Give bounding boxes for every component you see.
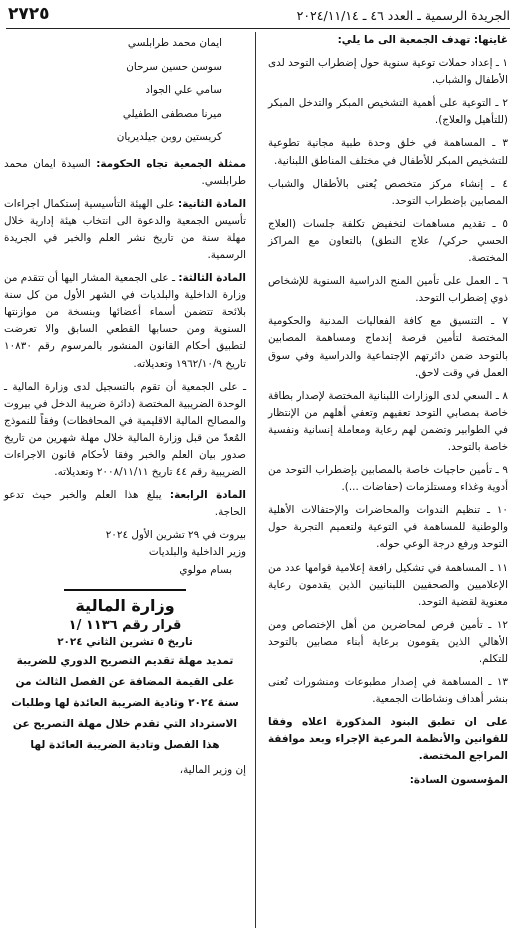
aim-item: على ان تطبق البنود المذكورة اعلاه وفقا للقوانين والأنظمة المرعية الإجراء وبعد موافقة المراجع المختصة. — [268, 716, 508, 763]
aim-item: ١ ـ إعداد حملات توعية سنوية حول إضطراب التوحد لدى الأطفال والشباب. — [268, 57, 508, 87]
decision-title: تمديد مهلة تقديم التصريح الدوري للضريبة على القيمة المضافة عن الفصل الثالث من سنة ٢٠٢٤ وتادية الضريبة العائدة لها وطلبات الاسترداد التي تقدم خلال مهلة التصريح عن هذا الفصل وتادية الضريبة العائدة لها — [11, 654, 239, 751]
representative-text: السيدة ايمان محمد طرابلسي. — [4, 157, 246, 187]
aim-item: ٦ ـ العمل على تأمين المنح الدراسية السنوية للإشخاص ذوي إضطراب التوحد. — [268, 275, 508, 305]
date-line: بيروت في ٢٩ تشرين الأول ٢٠٢٤ — [105, 529, 246, 542]
representative-label: ممثلة الجمعية تجاه الحكومة: — [96, 157, 246, 170]
aim-item: ٣ ـ المساهمة في خلق وحدة طبية مجانية تطوعية للتشخيص المبكر للأطفال في مختلف المناطق اللبنانية. — [268, 137, 508, 167]
article-4-label: المادة الرابعة: — [169, 489, 246, 502]
article-3-continued: ـ على الجمعية أن تقوم بالتسجيل لدى وزارة المالية ـ الوحدة الضريبية المختصة (دائرة ضريبة الدخل في بيروت والمصالح المالية الاقليمية في المحافظات) وفقاً للنموذج المُعدّ من قبل وزارة المالية خلال مهلة شهرين من تاريخ صدور بيان العلم والخبر وفقا لأحكام قانون الاجراءات الضريبية رقم ٤٤ تاريخ ٢٠٠٨/١١/١١ وتعديلاته. — [4, 380, 246, 479]
left-column — [4, 32, 246, 779]
founder-name: سوسن حسين سرحان — [126, 60, 222, 73]
aim-item: ١٣ ـ المساهمة في إصدار مطبوعات ومنشورات تُعنى بنشر أهداف ونشاطات الجمعية. — [268, 676, 508, 706]
ministry-heading: وزارة المالية — [75, 595, 175, 615]
article-2-label: المادة الثانية: — [178, 197, 247, 210]
minister-title: وزير الداخلية والبلديات — [148, 546, 246, 559]
article-2-text: على الهيئة التأسيسية إستكمال اجراءات تأسيس الجمعية والدعوة الى انتخاب هيئة إدارية خلال مهلة سنة من تاريخ نشر العلم والخبر في الجريدة الرسمية. — [4, 197, 246, 261]
minister-name: بسام مولوي — [179, 563, 232, 576]
article-3-text: ـ على الجمعية المشار اليها أن تتقدم من وزارة الداخلية والبلديات في الشهر الأول من كل سنة بلائحة تتضمن أسماء أعضائها وبنسخة من موازنتها السنوية ومن حسابها القطعي السابق والا تعرضت لتطبيق أحكام القانون المنشور بالمرسوم رقم ١٠٨٣٠ تاريخ ١٩٦٢/١٠/٩ وتعديلاته. — [4, 272, 246, 370]
aim-item: ٢ ـ التوعية على أهمية التشخيص المبكر والتدخل المبكر (للتأهيل والعلاج). — [268, 97, 508, 127]
section-divider — [64, 589, 186, 591]
decision-date: تاريخ ٥ تشرين الثاني ٢٠٢٤ — [57, 635, 193, 648]
founder-name: كريستين روبن جيلديريان — [116, 131, 222, 143]
founder-name: ايمان محمد طرابلسي — [127, 37, 222, 49]
aim-item: ١٠ ـ تنظيم الندوات والمحاضرات والإحتفالات الأهلية والوطنية للمساهمة في التوعية ولتعميم التجربة حول التوحد ورفع درجة الوعي حوله. — [268, 504, 508, 551]
article-3 — [4, 270, 246, 373]
decision-number: قرار رقم ١١٣٦ /١ — [68, 617, 182, 633]
issue-info: الجريدة الرسمية ـ العدد ٤٦ ـ ٢٠٢٤/١١/١٤ — [296, 8, 510, 23]
article-4 — [4, 487, 246, 521]
closing-line: إن وزير المالية، — [179, 763, 246, 776]
aim-item: ٥ ـ تقديم مساهمات لتخفيض تكلفة جلسات (العلاج الحسي حركي/ علاج النطق) بالتعاون مع المراكز المختصة. — [268, 217, 508, 265]
aim-item: ١٢ ـ تأمين فرص لمحاضرين من أهل الإختصاص ومن الأهالي الذين يقومون برعاية أبناء مصابين بالتوحد للتكلم. — [268, 618, 508, 665]
founder-name: سامي علي الجواد — [145, 84, 222, 96]
founders-list — [4, 32, 246, 150]
aim-item: ٤ ـ إنشاء مركز متخصص يُعنى بالأطفال والشباب المصابين بإضطراب التوحد. — [268, 177, 508, 207]
founder-name: ميرنا مصطفى الطفيلي — [122, 107, 222, 120]
aim-item: ١١ ـ المساهمة في تشكيل رافعة إعلامية قوامها عدد من الإعلاميين والصحفيين اللبنانيين الذين يقدمون رعاية معنوية لقضية التوحد. — [268, 561, 508, 608]
aim-item: ٨ ـ السعي لدى الوزارات اللبنانية المختصة لإصدار بطاقة خاصة بمصابي التوحد تعفيهم وتعفي أهلهم من الإنتظار في الطوابير وتضمن لهم رعاية ومعاملة إنسانية ونفسية خاصة بالتوحد. — [268, 389, 508, 453]
aim-item: ٧ ـ التنسيق مع كافة الفعاليات المدنية والحكومية المختصة لتأمين فرصة إندماج ومساهمة المصابين بالتوحد ضمن دائرتهم الإجتماعية والدراسية وفي سوق العمل في وقت لاحق. — [268, 315, 508, 379]
right-column — [268, 32, 508, 789]
page-header — [6, 4, 510, 29]
representative-paragraph — [4, 156, 246, 190]
aims-heading: غايتها: تهدف الجمعية الى ما يلي: — [337, 34, 508, 46]
aim-item: ٩ ـ تأمين حاجيات خاصة بالمصابين بإضطراب التوحد من أدوية وغذاء ومستلزمات (حفاضات ...). — [268, 464, 508, 494]
article-4-text: يبلغ هذا العلم والخبر حيث تدعو الحاجة. — [4, 489, 246, 519]
column-divider — [255, 32, 256, 928]
article-2 — [4, 196, 246, 264]
aim-item: المؤسسون السادة: — [409, 773, 508, 786]
page-number: ٢٧٢٥ — [8, 4, 50, 24]
article-3-label: المادة الثالثة: — [178, 272, 246, 285]
